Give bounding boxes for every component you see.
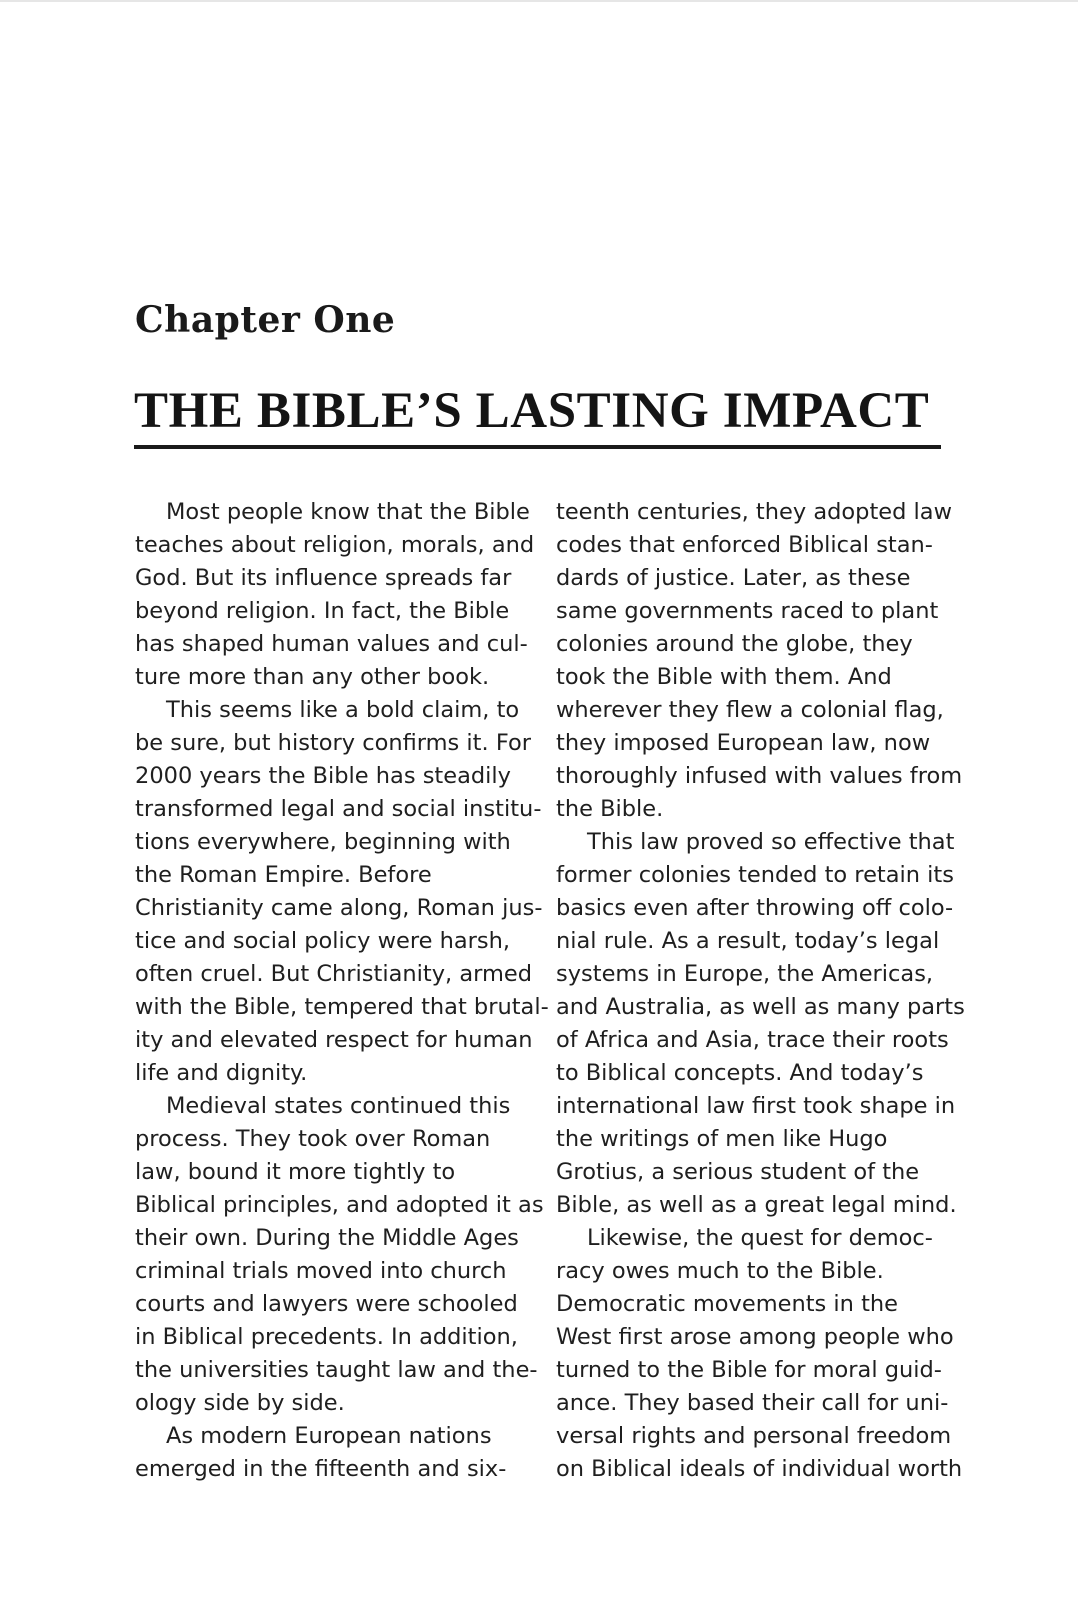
text-line: has shaped human values and cul- bbox=[135, 631, 528, 657]
text-line: ology side by side. bbox=[135, 1390, 345, 1416]
text-line: teaches about religion, morals, and bbox=[135, 532, 535, 558]
text-line: same governments raced to plant bbox=[556, 598, 939, 624]
page-top-edge bbox=[0, 0, 1078, 2]
text-line: wherever they flew a colonial flag, bbox=[556, 697, 944, 723]
text-line: the Bible. bbox=[556, 796, 664, 822]
text-line: criminal trials moved into church bbox=[135, 1258, 507, 1284]
text-line: with the Bible, tempered that brutal- bbox=[135, 994, 549, 1020]
text-line: codes that enforced Biblical stan- bbox=[556, 532, 933, 558]
text-line: Democratic movements in the bbox=[556, 1291, 899, 1317]
text-line: to Biblical concepts. And today’s bbox=[556, 1060, 924, 1086]
text-line: on Biblical ideals of individual worth bbox=[556, 1456, 963, 1482]
text-line: Christianity came along, Roman jus- bbox=[135, 895, 543, 921]
text-line: tice and social policy were harsh, bbox=[135, 928, 511, 954]
text-line: the Roman Empire. Before bbox=[135, 862, 432, 888]
text-line: in Biblical precedents. In addition, bbox=[135, 1324, 518, 1350]
text-line: and Australia, as well as many parts bbox=[556, 994, 965, 1020]
text-line: beyond religion. In fact, the Bible bbox=[135, 598, 510, 624]
text-line: Most people know that the Bible bbox=[166, 499, 530, 525]
text-line: the writings of men like Hugo bbox=[556, 1126, 888, 1152]
text-line: life and dignity. bbox=[135, 1060, 308, 1086]
text-line: nial rule. As a result, today’s legal bbox=[556, 928, 940, 954]
text-line: often cruel. But Christianity, armed bbox=[135, 961, 533, 987]
text-line: tions everywhere, beginning with bbox=[135, 829, 511, 855]
text-line: This seems like a bold claim, to bbox=[166, 697, 520, 723]
text-line: teenth centuries, they adopted law bbox=[556, 499, 952, 525]
text-line: basics even after throwing off colo- bbox=[556, 895, 954, 921]
text-line: thoroughly infused with values from bbox=[556, 763, 963, 789]
text-line: This law proved so effective that bbox=[587, 829, 955, 855]
chapter-title: THE BIBLE’S LASTING IMPACT bbox=[134, 383, 930, 439]
text-line: ture more than any other book. bbox=[135, 664, 490, 690]
text-line: versal rights and personal freedom bbox=[556, 1423, 952, 1449]
text-line: courts and lawyers were schooled bbox=[135, 1291, 518, 1317]
text-line: be sure, but history confirms it. For bbox=[135, 730, 531, 756]
text-line: Medieval states continued this bbox=[166, 1093, 511, 1119]
text-line: they imposed European law, now bbox=[556, 730, 931, 756]
text-line: law, bound it more tightly to bbox=[135, 1159, 456, 1185]
text-line: As modern European nations bbox=[166, 1423, 492, 1449]
title-underline-rule bbox=[134, 445, 941, 449]
text-line: international law first took shape in bbox=[556, 1093, 956, 1119]
text-line: West first arose among people who bbox=[556, 1324, 954, 1350]
text-line: Bible, as well as a great legal mind. bbox=[556, 1192, 957, 1218]
text-line: God. But its influence spreads far bbox=[135, 565, 512, 591]
text-line: former colonies tended to retain its bbox=[556, 862, 954, 888]
text-line: the universities taught law and the- bbox=[135, 1357, 538, 1383]
text-line: colonies around the globe, they bbox=[556, 631, 913, 657]
text-line: Likewise, the quest for democ- bbox=[587, 1225, 933, 1251]
text-line: 2000 years the Bible has steadily bbox=[135, 763, 511, 789]
text-line: ance. They based their call for uni- bbox=[556, 1390, 949, 1416]
text-line: of Africa and Asia, trace their roots bbox=[556, 1027, 949, 1053]
text-line: emerged in the fifteenth and six- bbox=[135, 1456, 507, 1482]
chapter-label: Chapter One bbox=[135, 299, 396, 341]
text-line: process. They took over Roman bbox=[135, 1126, 491, 1152]
text-line: systems in Europe, the Americas, bbox=[556, 961, 934, 987]
text-line: racy owes much to the Bible. bbox=[556, 1258, 884, 1284]
text-line: turned to the Bible for moral guid- bbox=[556, 1357, 942, 1383]
text-line: Grotius, a serious student of the bbox=[556, 1159, 920, 1185]
text-line: transformed legal and social institu- bbox=[135, 796, 542, 822]
left-text-column bbox=[135, 496, 549, 1486]
text-line: their own. During the Middle Ages bbox=[135, 1225, 519, 1251]
text-line: ity and elevated respect for human bbox=[135, 1027, 533, 1053]
text-line: took the Bible with them. And bbox=[556, 664, 892, 690]
text-line: Biblical principles, and adopted it as bbox=[135, 1192, 544, 1218]
text-line: dards of justice. Later, as these bbox=[556, 565, 911, 591]
right-text-column bbox=[556, 496, 966, 1486]
